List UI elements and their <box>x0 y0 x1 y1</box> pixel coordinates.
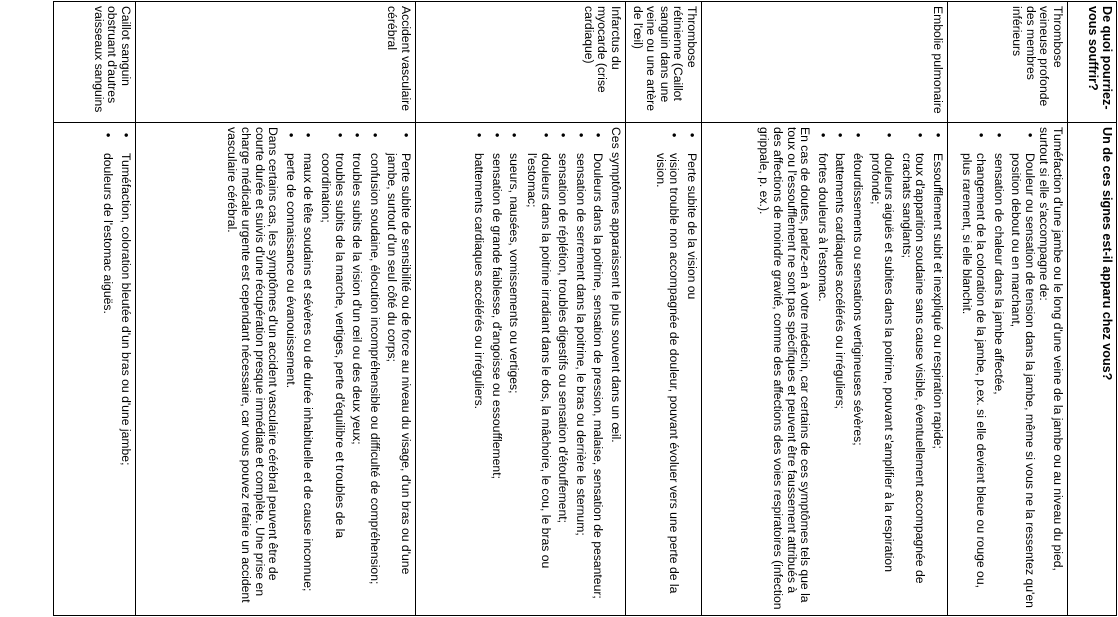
symptoms-cell <box>54 123 136 616</box>
list-item: • vision trouble non accompagnée de douleur, pouvant évoluer vers une perte de la vision. <box>653 153 680 611</box>
header-condition: De quoi pourriez-vous souffrir? <box>1068 2 1117 123</box>
list-item: • toux d'apparition soudaine sans cause visible, éventuellement accompagnée de crachats sanglants; <box>899 153 926 611</box>
table-row <box>54 2 136 616</box>
list-item: • douleurs dans la poitrine irradiant dans le dos, la mâchoire, le cou, le bras ou l'estomac; <box>524 153 551 611</box>
symptom-list <box>815 127 944 611</box>
symptoms-intro: Ces symptômes apparaissent le plus souvent dans un œil. <box>609 127 624 443</box>
symptoms-cell <box>702 123 948 616</box>
list-item: • sensation de réplétion, troubles digestifs ou sensation d'étouffement; <box>556 153 570 611</box>
symptom-list <box>653 127 698 611</box>
symptoms-cell <box>948 123 1068 616</box>
symptom-list <box>960 127 1036 611</box>
list-item: • sensation de chaleur dans la jambe affectée, <box>991 153 1005 611</box>
header-symptoms: Un de ces signes est-il apparu chez vous? <box>1068 123 1117 616</box>
list-item: • Douleurs dans la poitrine, sensation de pression, malaise, sensation de pesanteur; <box>591 153 605 611</box>
header-row <box>1068 2 1117 616</box>
symptom-list <box>101 127 132 611</box>
list-item: • perte de connaissance ou évanouissement. <box>283 153 297 611</box>
table-row <box>702 2 948 616</box>
list-item: • sensation de serrement dans la poitrine, le bras ou derrière le sternum; <box>573 153 587 611</box>
symptoms-cell <box>626 123 702 616</box>
list-item: • Essoufflement subit et inexpliqué ou respiration rapide; <box>930 153 944 611</box>
condition-cell: Embolie pulmonaire <box>702 2 948 123</box>
symptoms-cell <box>136 123 416 616</box>
list-item: • Tuméfaction, coloration bleutée d'un bras ou d'une jambe; <box>118 153 132 611</box>
symptoms-cell <box>416 123 626 616</box>
list-item: • Perte subite de sensibilité ou de force au niveau du visage, d'un bras ou d'une jambe, surtout d'un seul côté du corps; <box>385 153 412 611</box>
list-item: • douleurs aiguës et subites dans la poitrine, pouvant s'amplifier à la respiration profonde; <box>868 153 895 611</box>
symptom-list <box>472 127 605 611</box>
condition-cell: Accident vasculaire cérébral <box>136 2 416 123</box>
symptoms-table <box>53 1 1117 616</box>
table-row <box>416 2 626 616</box>
condition-cell: Caillot sanguin obstruant d'autres vaisseaux sanguins <box>54 2 136 123</box>
table-row <box>948 2 1068 616</box>
symptoms-intro: Tuméfaction d'une jambe ou le long d'une veine de la jambe ou au niveau du pied, surtout si elle s'accompagne de: <box>1037 127 1065 571</box>
list-item: • confusion soudaine, élocution incompréhensible ou difficulté de compréhension; <box>367 153 381 611</box>
table-row <box>136 2 416 616</box>
list-item: • étourdissements ou sensations vertigineuses sévères; <box>850 153 864 611</box>
list-item: • maux de tête soudains et sévères ou de durée inhabituelle et de cause inconnue; <box>301 153 315 611</box>
symptom-list <box>283 127 412 611</box>
note-text: En cas de doutes, parlez-en à votre médecin, car certains de ces symptômes tels que la toux ou l'essoufflement ne sont pas spécifiques et peuvent être faussement attribués à des affections de moindre gravité, comme des affections des voies respiratoires (infection grippale, p. ex.). <box>757 127 813 610</box>
list-item: • battements cardiaques accélérés ou irréguliers; <box>833 153 847 611</box>
condition-cell: Thrombose veineuse profonde des membres inférieurs <box>948 2 1068 123</box>
condition-cell: Thrombose rétinienne (Caillot sanguin dans une veine ou une artère de l'œil) <box>626 2 702 123</box>
table-row <box>626 2 702 616</box>
list-item: • troubles subits de la vision d'un œil ou des deux yeux; <box>350 153 364 611</box>
list-item: • sensation de grande faiblesse, d'angoisse ou essoufflement; <box>489 153 503 611</box>
list-item: • sueurs, nausées, vomissements ou vertiges; <box>507 153 521 611</box>
condition-cell: Infarctus du myocarde (crise cardiaque) <box>416 2 626 123</box>
list-item: • Douleur ou sensation de tension dans la jambe, même si vous ne la ressentez qu'en position debout ou en marchant, <box>1009 153 1036 611</box>
list-item: • Perte subite de la vision ou <box>684 153 698 611</box>
list-item: • battements cardiaques accélérés ou irréguliers. <box>472 153 486 611</box>
note-text: Dans certains cas, les symptômes d'un accident vasculaire cérébral peuvent être de courte durée et suivis d'une récupération presque immédiate et complète. Une prise en charge médicale urgente est cependant nécessaire, car vous pouvez refaire un accident vasculaire cérébral. <box>225 127 281 603</box>
list-item: • fortes douleurs à l'estomac. <box>815 153 829 611</box>
list-item: • changement de la coloration de la jambe, p.ex. si elle devient bleue ou rouge ou, plus rarement, si elle blanchit. <box>960 153 987 611</box>
list-item: • douleurs de l'estomac aiguës. <box>101 153 115 611</box>
list-item: • troubles subits de la marche, vertiges, perte d'équilibre et troubles de la coordination; <box>318 153 345 611</box>
